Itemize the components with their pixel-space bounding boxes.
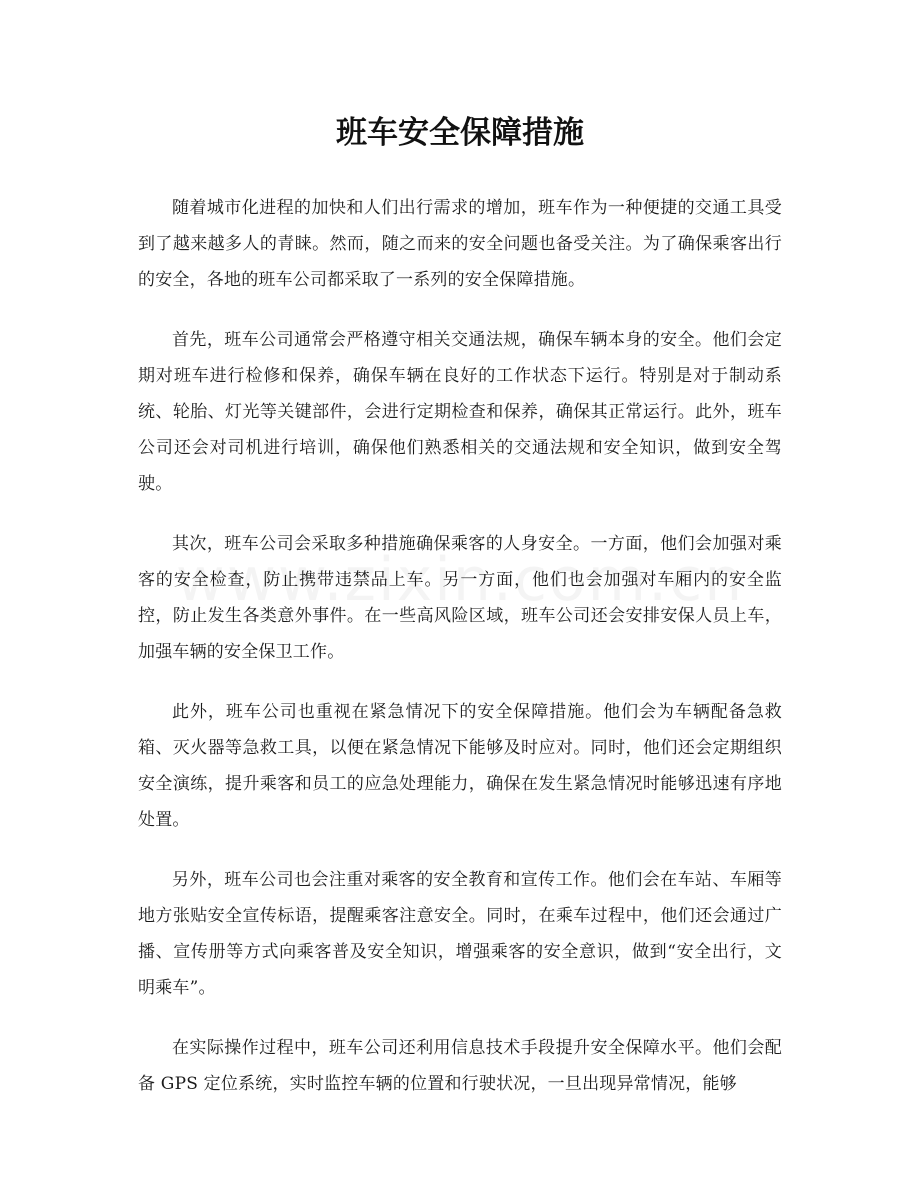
document-title: 班车安全保障措施 [336, 115, 584, 151]
paragraph-information-technology: 在实际操作过程中，班车公司还利用信息技术手段提升安全保障水平。他们会配备 GPS 定位系统，实时监控车辆的位置和行驶状况，一旦出现异常情况，能够 [138, 1038, 782, 1094]
paragraph-passenger-safety: 其次，班车公司会采取多种措施确保乘客的人身安全。一方面，他们会加强对乘客的安全检查，防止携带违禁品上车。另一方面，他们也会加强对车厢内的安全监控，防止发生各类意外事件。在一些高风险区域，班车公司还会安排安保人员上车，加强车辆的安全保卫工作。 [138, 534, 782, 662]
paragraph-vehicle-safety: 首先，班车公司通常会严格遵守相关交通法规，确保车辆本身的安全。他们会定期对班车进行检修和保养，确保车辆在良好的工作状态下运行。特别是对于制动系统、轮胎、灯光等关键部件，会进行定期检查和保养，确保其正常运行。此外，班车公司还会对司机进行培训，确保他们熟悉相关的交通法规和安全知识，做到安全驾驶。 [138, 330, 782, 494]
paragraph-intro: 随着城市化进程的加快和人们出行需求的增加，班车作为一种便捷的交通工具受到了越来越多人的青睐。然而，随之而来的安全问题也备受关注。为了确保乘客出行的安全，各地的班车公司都采取了一系列的安全保障措施。 [138, 198, 782, 290]
paragraph-emergency-measures: 此外，班车公司也重视在紧急情况下的安全保障措施。他们会为车辆配备急救箱、灭火器等急救工具，以便在紧急情况下能够及时应对。同时，他们还会定期组织安全演练，提升乘客和员工的应急处理能力，确保在发生紧急情况时能够迅速有序地处置。 [138, 702, 782, 830]
paragraph-safety-education: 另外，班车公司也会注重对乘客的安全教育和宣传工作。他们会在车站、车厢等地方张贴安全宣传标语，提醒乘客注意安全。同时，在乘车过程中，他们还会通过广播、宣传册等方式向乘客普及安全知识，增强乘客的安全意识，做到“安全出行，文明乘车”。 [138, 870, 782, 998]
